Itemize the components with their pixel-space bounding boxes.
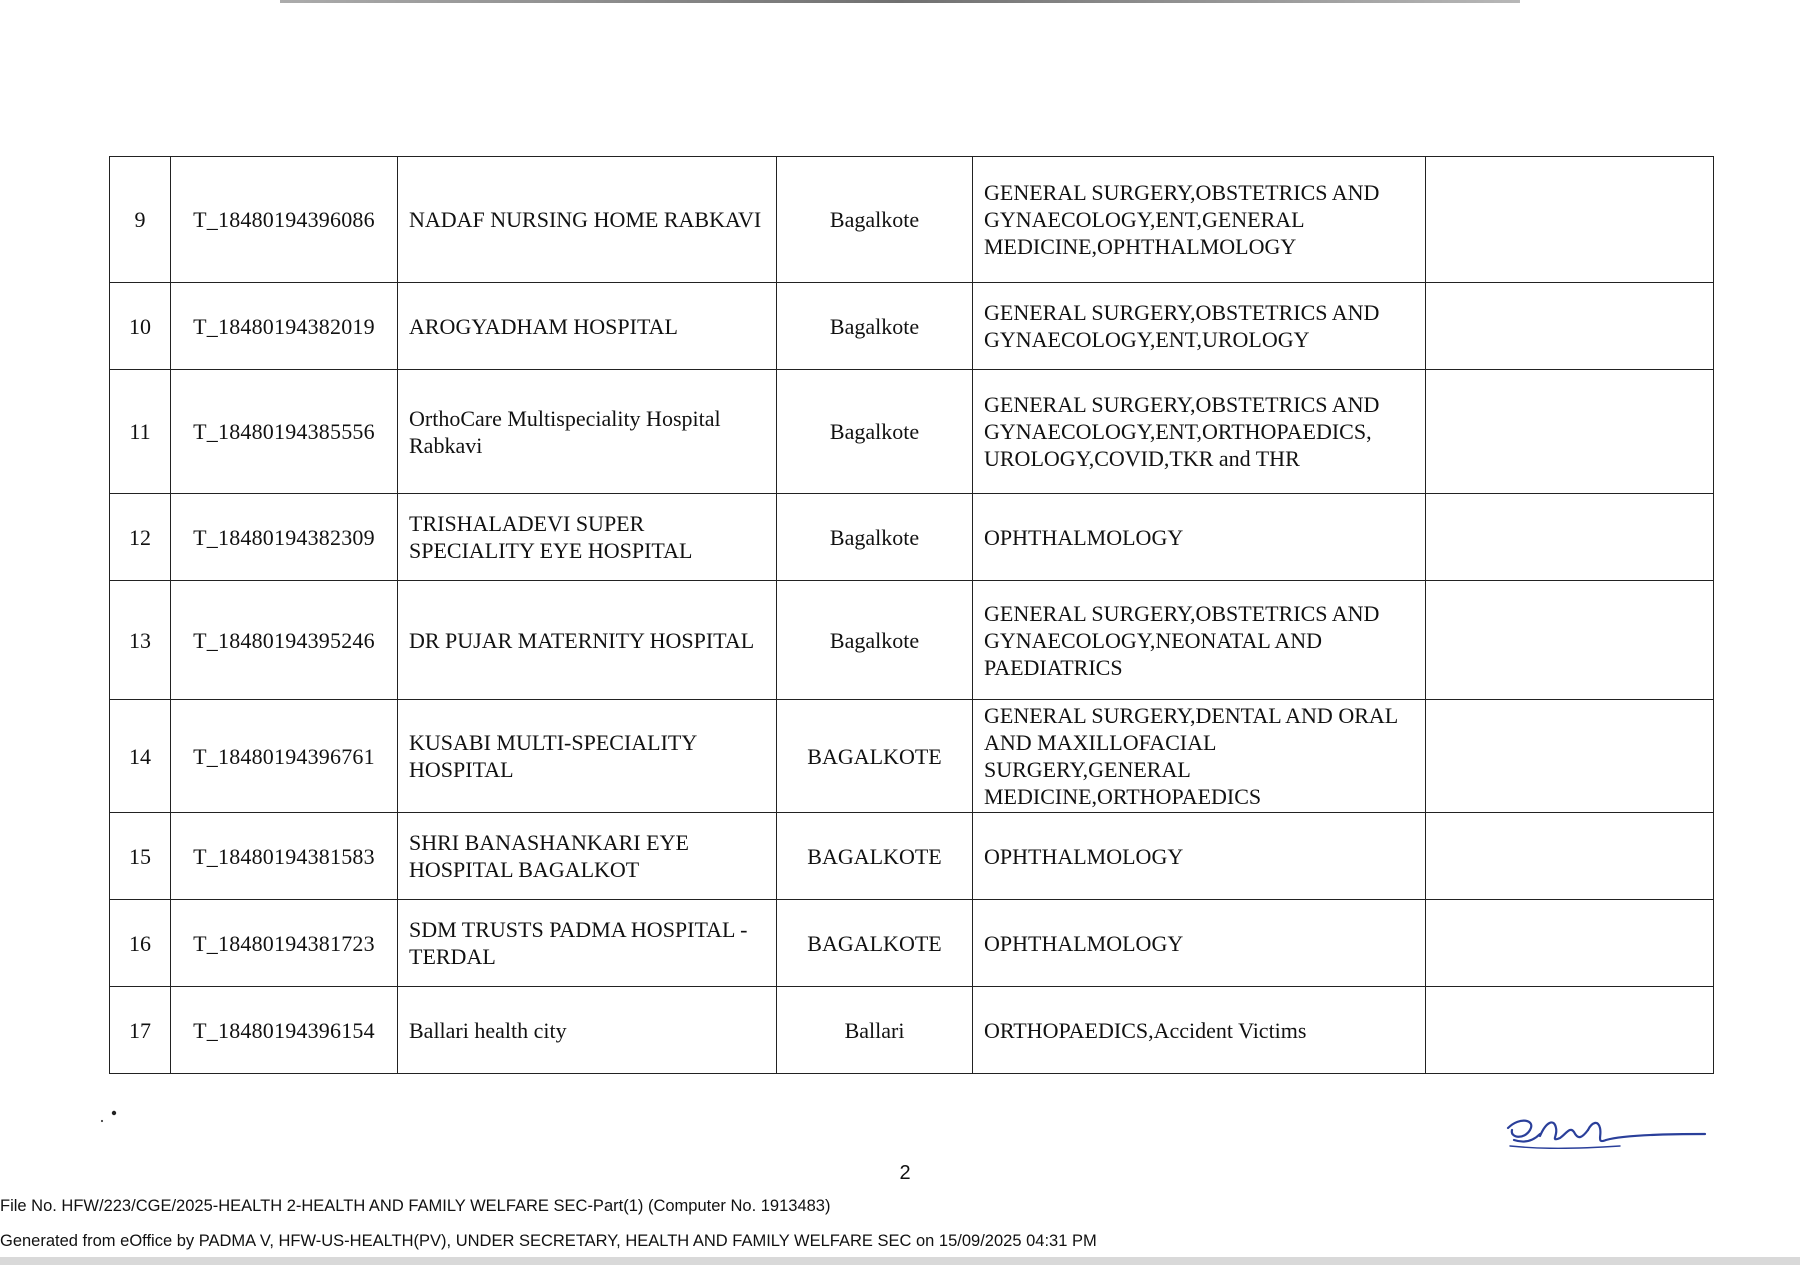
table-row xyxy=(110,157,1714,283)
table-row xyxy=(110,494,1714,581)
specialities-cell: GENERAL SURGERY,OBSTETRICS AND GYNAECOLOGY,ENT,GENERAL MEDICINE,OPHTHALMOLOGY xyxy=(973,157,1426,283)
sl-no-cell: 17 xyxy=(110,987,171,1074)
hospital-name-cell: AROGYADHAM HOSPITAL xyxy=(398,283,777,370)
hospital-name-cell: SDM TRUSTS PADMA HOSPITAL - TERDAL xyxy=(398,900,777,987)
page-number: 2 xyxy=(899,1162,911,1184)
remarks-cell xyxy=(1426,157,1714,283)
hospital-code-cell: T_18480194396154 xyxy=(171,987,398,1074)
specialities-cell: GENERAL SURGERY,DENTAL AND ORAL AND MAXILLOFACIAL SURGERY,GENERAL MEDICINE,ORTHOPAEDICS xyxy=(973,700,1426,813)
hospital-code-cell: T_18480194396086 xyxy=(171,157,398,283)
remarks-cell xyxy=(1426,700,1714,813)
empanelled-hospitals-table xyxy=(109,156,1714,1074)
sl-no-cell: 12 xyxy=(110,494,171,581)
handwritten-signature xyxy=(1500,1110,1710,1158)
eoffice-generated-line: Generated from eOffice by PADMA V, HFW-US-HEALTH(PV), UNDER SECRETARY, HEALTH AND FAMILY WELFARE SEC on 15/09/2025 04:31 PM xyxy=(0,1232,1097,1250)
file-reference-line: File No. HFW/223/CGE/2025-HEALTH 2-HEALTH AND FAMILY WELFARE SEC-Part(1) (Computer No. 1913483) xyxy=(0,1197,831,1215)
sl-no-cell: 14 xyxy=(110,700,171,813)
table-row xyxy=(110,283,1714,370)
district-cell: BAGALKOTE xyxy=(777,900,973,987)
hospital-name-cell: OrthoCare Multispeciality Hospital Rabkavi xyxy=(398,370,777,494)
district-cell: Bagalkote xyxy=(777,494,973,581)
district-cell: Bagalkote xyxy=(777,370,973,494)
sl-no-cell: 16 xyxy=(110,900,171,987)
district-cell: Bagalkote xyxy=(777,581,973,700)
remarks-cell xyxy=(1426,900,1714,987)
hospital-code-cell: T_18480194381583 xyxy=(171,813,398,900)
remarks-cell xyxy=(1426,813,1714,900)
remarks-cell xyxy=(1426,370,1714,494)
sl-no-cell: 15 xyxy=(110,813,171,900)
hospital-name-cell: TRISHALADEVI SUPER SPECIALITY EYE HOSPITAL xyxy=(398,494,777,581)
sl-no-cell: 9 xyxy=(110,157,171,283)
hospital-name-cell: DR PUJAR MATERNITY HOSPITAL xyxy=(398,581,777,700)
table-row xyxy=(110,581,1714,700)
district-cell: Ballari xyxy=(777,987,973,1074)
specialities-cell: ORTHOPAEDICS,Accident Victims xyxy=(973,987,1426,1074)
remarks-cell xyxy=(1426,987,1714,1074)
specialities-cell: OPHTHALMOLOGY xyxy=(973,900,1426,987)
hospital-code-cell: T_18480194382019 xyxy=(171,283,398,370)
specialities-cell: OPHTHALMOLOGY xyxy=(973,813,1426,900)
table-row xyxy=(110,700,1714,813)
remarks-cell xyxy=(1426,581,1714,700)
hospital-name-cell: NADAF NURSING HOME RABKAVI xyxy=(398,157,777,283)
hospital-code-cell: T_18480194381723 xyxy=(171,900,398,987)
remarks-cell xyxy=(1426,494,1714,581)
sl-no-cell: 11 xyxy=(110,370,171,494)
district-cell: BAGALKOTE xyxy=(777,700,973,813)
specialities-cell: GENERAL SURGERY,OBSTETRICS AND GYNAECOLOGY,NEONATAL AND PAEDIATRICS xyxy=(973,581,1426,700)
specialities-cell: OPHTHALMOLOGY xyxy=(973,494,1426,581)
hospital-code-cell: T_18480194395246 xyxy=(171,581,398,700)
bottom-scan-edge xyxy=(0,1257,1800,1265)
sl-no-cell: 13 xyxy=(110,581,171,700)
hospital-name-cell: KUSABI MULTI-SPECIALITY HOSPITAL xyxy=(398,700,777,813)
table-row xyxy=(110,987,1714,1074)
top-scan-rule xyxy=(280,0,1520,3)
district-cell: Bagalkote xyxy=(777,283,973,370)
sl-no-cell: 10 xyxy=(110,283,171,370)
district-cell: BAGALKOTE xyxy=(777,813,973,900)
table-row xyxy=(110,900,1714,987)
table-row xyxy=(110,370,1714,494)
hospital-name-cell: SHRI BANASHANKARI EYE HOSPITAL BAGALKOT xyxy=(398,813,777,900)
specialities-cell: GENERAL SURGERY,OBSTETRICS AND GYNAECOLOGY,ENT,UROLOGY xyxy=(973,283,1426,370)
scan-speck-marks xyxy=(90,1108,130,1128)
specialities-cell: GENERAL SURGERY,OBSTETRICS AND GYNAECOLOGY,ENT,ORTHOPAEDICS, UROLOGY,COVID,TKR and THR xyxy=(973,370,1426,494)
remarks-cell xyxy=(1426,283,1714,370)
district-cell: Bagalkote xyxy=(777,157,973,283)
hospital-name-cell: Ballari health city xyxy=(398,987,777,1074)
hospital-code-cell: T_18480194382309 xyxy=(171,494,398,581)
hospital-code-cell: T_18480194396761 xyxy=(171,700,398,813)
hospital-code-cell: T_18480194385556 xyxy=(171,370,398,494)
table-row xyxy=(110,813,1714,900)
